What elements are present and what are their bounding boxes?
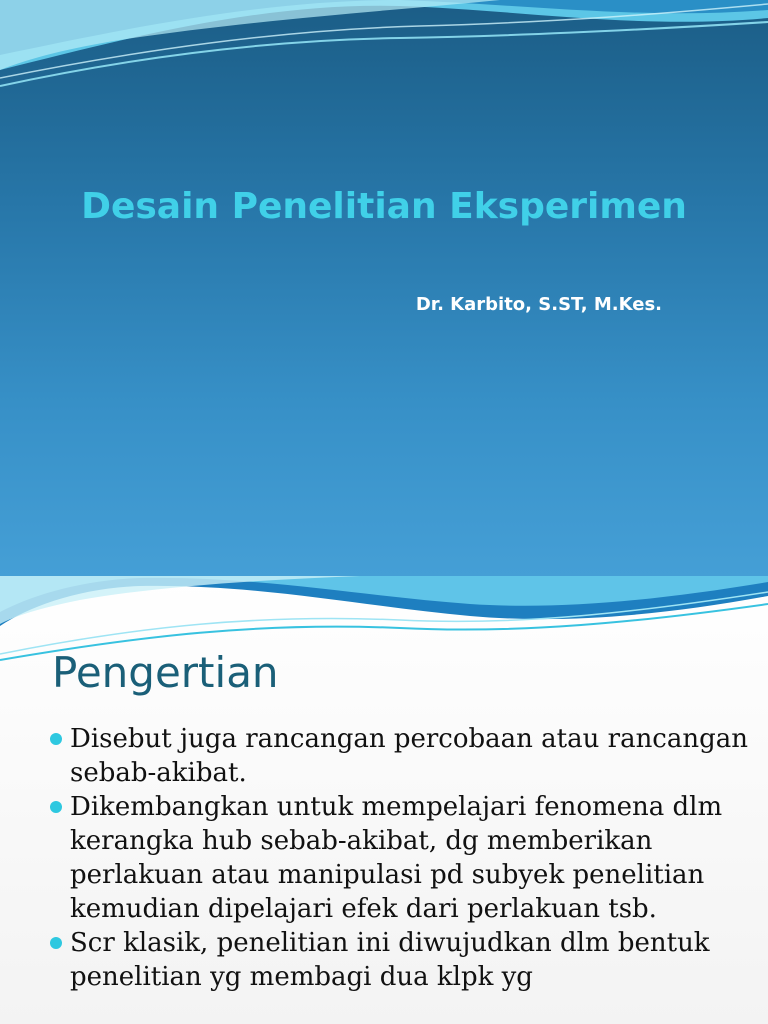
- list-item: [48, 926, 748, 994]
- list-item: [48, 722, 748, 790]
- bullet-text: Dikembangkan untuk mempelajari fenomena dlm kerangka hub sebab-akibat, dg memberikan perlakuan atau manipulasi pd subyek penelitian kemudian dipelajari efek dari perlakuan tsb.: [70, 792, 723, 924]
- list-item: [48, 790, 748, 926]
- author-name: Dr. Karbito, S.ST, M.Kes.: [415, 294, 662, 315]
- bullet-list: [48, 722, 748, 994]
- slide-heading: Pengertian: [52, 648, 279, 697]
- bullet-icon: [50, 801, 62, 813]
- bullet-text: Scr klasik, penelitian ini diwujudkan dlm bentuk penelitian yg membagi dua klpk yg: [70, 928, 710, 992]
- bullet-text: Disebut juga rancangan percobaan atau rancangan sebab-akibat.: [70, 724, 749, 788]
- wave-decoration: [0, 0, 768, 100]
- bullet-icon: [50, 937, 62, 949]
- slide-title: Desain Penelitian Eksperimen: [81, 186, 687, 227]
- content-slide: [0, 576, 768, 1024]
- bullet-icon: [50, 733, 62, 745]
